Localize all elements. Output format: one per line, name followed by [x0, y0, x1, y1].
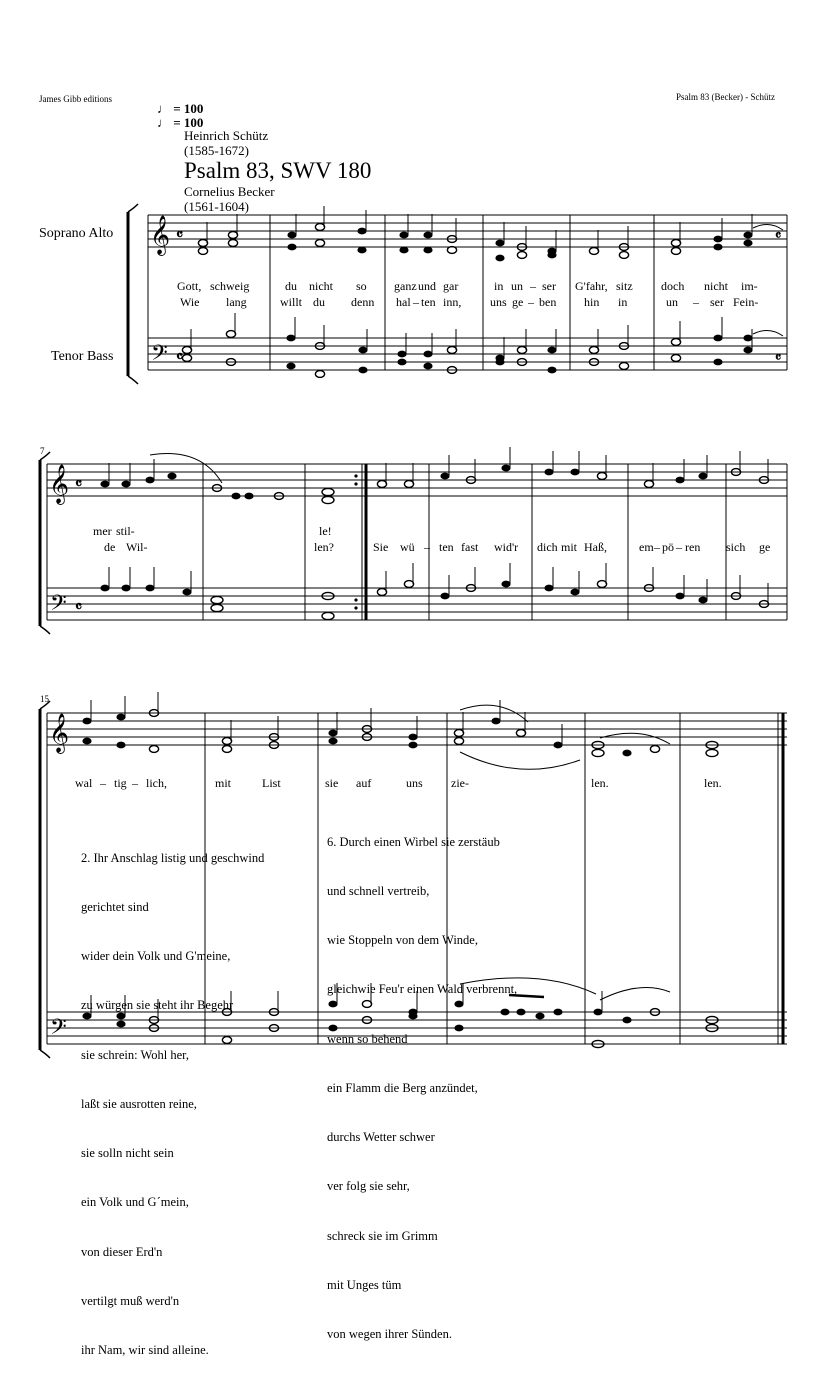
lyric-syllable: em — [639, 540, 654, 554]
verse-line: gerichtet sind — [81, 900, 149, 915]
time-sig-2a: 𝄴 — [75, 476, 83, 493]
lyric-syllable: ser — [710, 295, 724, 309]
verse-line: vertilgt muß werd'n — [81, 1293, 180, 1308]
lyric-syllable: schweig — [210, 279, 250, 293]
verse-line: wie Stoppeln von dem Winde, — [327, 933, 478, 948]
lyric-syllable: de — [104, 540, 116, 554]
lyric-hyphen: – — [413, 295, 419, 309]
lyric-syllable: sie — [325, 776, 339, 790]
verse-line: ein Flamm die Berg anzündet, — [327, 1080, 478, 1095]
lyric-syllable: le! — [319, 524, 332, 538]
lyric-syllable: mer — [93, 524, 112, 538]
system-2-bass-staff — [47, 588, 787, 620]
verse-line: wenn so behend — [327, 1031, 408, 1046]
lyric-syllable: stil- — [116, 524, 135, 538]
time-sig-1a: 𝄴 — [176, 227, 184, 244]
lyric-syllable: auf — [356, 776, 372, 790]
time-sig-end-1b: 𝄴 — [775, 351, 782, 366]
instrument-label-lower: Tenor Bass — [51, 349, 114, 364]
lyric-syllable: wü — [400, 540, 415, 554]
lyric-syllable: ganz — [394, 279, 417, 293]
lyric-syllable: uns — [490, 295, 507, 309]
lyric-hyphen: – — [132, 776, 138, 790]
lyric-syllable: tig — [114, 776, 127, 790]
lyric-syllable: mit — [215, 776, 232, 790]
time-sig-1b: 𝄴 — [176, 349, 184, 366]
measure-number-15: 15 — [40, 694, 49, 704]
verse-6-text — [327, 801, 517, 1359]
lyric-syllable: ten — [421, 295, 436, 309]
verse-line: zu würgen sie steht ihr Begehr — [81, 998, 234, 1013]
time-sig-2b: 𝄴 — [75, 599, 83, 616]
verse-line: gleichwie Feu'r einen Wald verbrennt, — [327, 982, 518, 997]
lyric-syllable: in — [618, 295, 628, 309]
lyric-syllable: hin — [584, 295, 600, 309]
lyric-syllable: uns — [406, 776, 423, 790]
tempo-marking-2: ♩ = 100 — [157, 115, 204, 130]
lyric-syllable: dich — [537, 540, 558, 554]
verse-line: sie schrein: Wohl her, — [81, 1047, 189, 1062]
lyric-syllable: ser — [542, 279, 556, 293]
lyric-syllable: fast — [461, 540, 479, 554]
lyric-syllable: len. — [591, 776, 609, 790]
lyric-syllable: Wie — [180, 295, 200, 309]
treble-clef-3: 𝄞 — [49, 713, 70, 753]
lyric-syllable: lang — [226, 295, 247, 309]
system-1-treble-notes — [198, 206, 783, 261]
bass-clef-1: 𝄢 — [151, 341, 168, 371]
measure-number-7: 7 — [40, 446, 45, 456]
lyric-hyphen: – — [424, 540, 430, 554]
lyric-syllable: willt — [280, 295, 303, 309]
verse-line: laßt sie ausrotten reine, — [81, 1096, 197, 1111]
lyric-syllable: List — [262, 776, 281, 790]
running-title: Psalm 83 (Becker) - Schütz — [676, 92, 775, 102]
bass-clef-2: 𝄢 — [50, 591, 67, 621]
treble-clef-2: 𝄞 — [49, 464, 70, 504]
instrument-label-upper: Soprano Alto — [39, 226, 114, 241]
page-title: Psalm 83, SWV 180 — [184, 158, 372, 183]
lyric-syllable: len? — [314, 540, 334, 554]
lyric-hyphen: – — [676, 540, 682, 554]
verse-line: ihr Nam, wir sind alleine. — [81, 1343, 209, 1357]
lyric-syllable: Sie — [373, 540, 389, 554]
lyric-syllable: inn, — [443, 295, 462, 309]
system-1-treble-staff — [148, 215, 787, 247]
system-3-treble-notes — [82, 692, 718, 769]
lyric-syllable: gar — [443, 279, 459, 293]
lyric-syllable: ten — [439, 540, 454, 554]
lyric-hyphen: – — [528, 295, 534, 309]
verse-line: ein Volk und G´mein, — [81, 1195, 189, 1210]
lyric-syllable: denn — [351, 295, 375, 309]
composer-name: Heinrich Schütz — [184, 128, 269, 143]
verse-line: schreck sie im Grimm — [327, 1228, 438, 1243]
verse-line: und schnell vertreib, — [327, 884, 430, 899]
lyric-syllable: un — [511, 279, 523, 293]
lyric-syllable: du — [313, 295, 325, 309]
lyric-hyphen: – — [100, 776, 106, 790]
lyric-syllable: ben — [539, 295, 557, 309]
lyric-syllable: pö — [662, 540, 674, 554]
lyric-syllable: nicht — [309, 279, 333, 293]
publisher-label: James Gibb editions — [39, 94, 112, 104]
verse-line: sie solln nicht sein — [81, 1146, 174, 1161]
lyric-syllable: sich — [726, 540, 746, 554]
lyric-syllable: doch — [661, 279, 685, 293]
lyric-hyphen: – — [693, 295, 699, 309]
lyric-syllable: lich, — [146, 776, 167, 790]
lyric-syllable: ge — [759, 540, 771, 554]
verse-line: wider dein Volk und G'meine, — [81, 949, 231, 964]
treble-clef-1: 𝄞 — [150, 215, 171, 255]
verse-line: 2. Ihr Anschlag listig und geschwind — [81, 850, 265, 865]
lyric-syllable: Haß, — [584, 540, 607, 554]
lyric-syllable: hal — [396, 295, 411, 309]
lyric-syllable: mit — [561, 540, 578, 554]
lyric-syllable: im- — [741, 279, 758, 293]
verse-line: von dieser Erd'n — [81, 1244, 163, 1259]
lyric-syllable: Wil- — [126, 540, 148, 554]
verse-line: 6. Durch einen Wirbel sie zerstäub — [327, 834, 500, 849]
composer-dates: (1585-1672) — [184, 143, 249, 158]
lyric-syllable: und — [418, 279, 436, 293]
system-2-treble-notes — [100, 447, 768, 504]
poet-name: Cornelius Becker — [184, 184, 275, 199]
time-sig-end-1a: 𝄴 — [775, 229, 782, 244]
lyric-syllable: so — [356, 279, 367, 293]
lyric-syllable: ren — [685, 540, 701, 554]
lyric-hyphen: – — [530, 279, 536, 293]
system-1-bass-staff — [148, 338, 787, 370]
poet-dates: (1561-1604) — [184, 199, 249, 214]
verse-line: durchs Wetter schwer — [327, 1130, 435, 1145]
lyric-syllable: len. — [704, 776, 722, 790]
lyric-syllable: sitz — [616, 279, 633, 293]
lyric-syllable: in — [494, 279, 504, 293]
system-2-bass-notes — [100, 563, 768, 620]
lyric-syllable: G'fahr, — [575, 279, 608, 293]
lyric-syllable: un — [666, 295, 678, 309]
lyric-syllable: wid'r — [494, 540, 519, 554]
verse-line: von wegen ihrer Sünden. — [327, 1327, 452, 1341]
verse-line: mit Unges tüm — [327, 1277, 402, 1292]
lyric-syllable: zie- — [451, 776, 469, 790]
lyric-syllable: ge — [512, 295, 524, 309]
lyric-syllable: Gott, — [177, 279, 202, 293]
bass-clef-3: 𝄢 — [50, 1015, 67, 1045]
lyric-syllable: wal — [75, 776, 93, 790]
lyric-syllable: du — [285, 279, 297, 293]
lyric-syllable: nicht — [704, 279, 728, 293]
lyric-hyphen: – — [654, 540, 660, 554]
tempo-marking-1: ♩ = 100 — [157, 101, 204, 116]
lyric-syllable: Fein- — [733, 295, 759, 309]
verse-line: ver folg sie sehr, — [327, 1179, 410, 1194]
verse-2-text — [81, 817, 264, 1375]
